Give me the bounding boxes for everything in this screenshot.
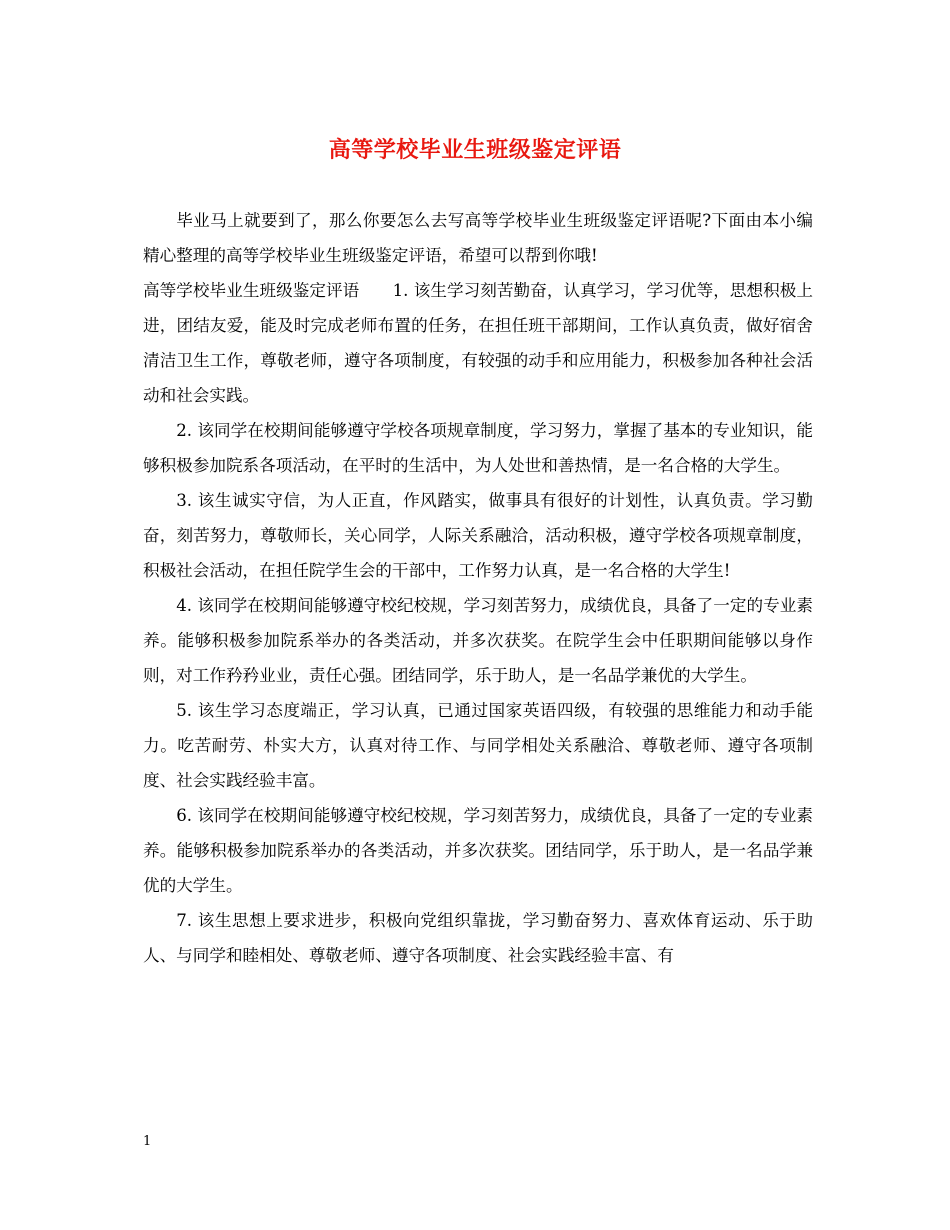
comment-paragraph-7: 7. 该生思想上要求进步，积极向党组织靠拢，学习勤奋努力、喜欢体育运动、乐于助人、与同学和睦相处、尊敬老师、遵守各项制度、社会实践经验丰富、有 (143, 911, 813, 965)
document-title: 高等学校毕业生班级鉴定评语 (328, 137, 622, 163)
comment-paragraph-6: 6. 该同学在校期间能够遵守校纪校规，学习刻苦努力，成绩优良，具备了一定的专业素养。能够积极参加院系举办的各类活动，并多次获奖。团结同学，乐于助人，是一名品学兼优的大学生。 (143, 806, 813, 895)
page-number: 1 (143, 1134, 152, 1149)
document-body (143, 203, 813, 973)
comment-paragraph-5: 5. 该生学习态度端正，学习认真，已通过国家英语四级，有较强的思维能力和动手能力。吃苦耐劳、朴实大方，认真对待工作、与同学相处关系融洽、尊敬老师、遵守各项制度、社会实践经验丰富。 (143, 701, 813, 790)
comment-paragraph-2: 2. 该同学在校期间能够遵守学校各项规章制度，学习努力，掌握了基本的专业知识，能够积极参加院系各项活动，在平时的生活中，为人处世和善热情，是一名合格的大学生。 (143, 421, 813, 475)
comment-paragraph-4: 4. 该同学在校期间能够遵守校纪校规，学习刻苦努力，成绩优良，具备了一定的专业素养。能够积极参加院系举办的各类活动，并多次获奖。在院学生会中任职期间能够以身作则，对工作矜矜业业，责任心强。团结同学，乐于助人，是一名品学兼优的大学生。 (143, 596, 813, 685)
comment-paragraph-3: 3. 该生诚实守信，为人正直，作风踏实，做事具有很好的计划性，认真负责。学习勤奋，刻苦努力，尊敬师长，关心同学，人际关系融洽，活动积极，遵守学校各项规章制度，积极社会活动，在担任院学生会的干部中，工作努力认真，是一名合格的大学生! (143, 491, 813, 580)
intro-paragraph: 毕业马上就要到了，那么你要怎么去写高等学校毕业生班级鉴定评语呢?下面由本小编精心整理的高等学校毕业生班级鉴定评语，希望可以帮到你哦! (143, 211, 813, 265)
comment-paragraph-1: 高等学校毕业生班级鉴定评语 1. 该生学习刻苦勤奋，认真学习，学习优等，思想积极上进，团结友爱，能及时完成老师布置的任务，在担任班干部期间，工作认真负责，做好宿舍清洁卫生工作，尊敬老师，遵守各项制度，有较强的动手和应用能力，积极参加各种社会活动和社会实践。 (143, 281, 813, 405)
